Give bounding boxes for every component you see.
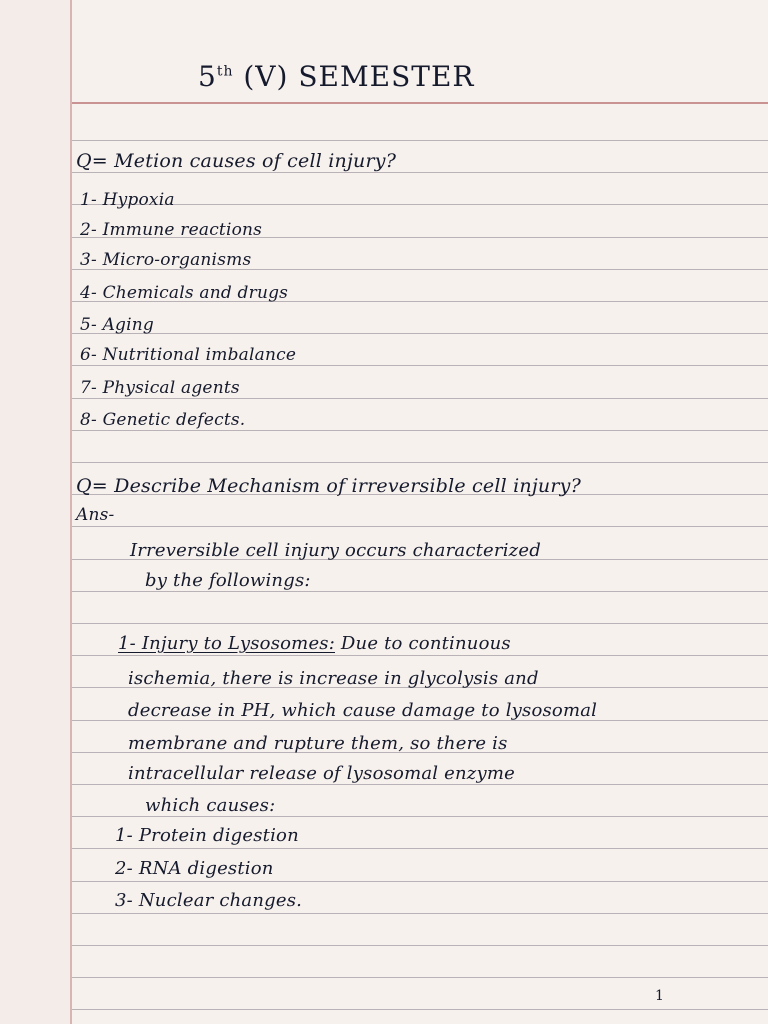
answer-intro-line-2: by the followings: xyxy=(145,570,311,591)
cause-item-8: 8- Genetic defects. xyxy=(80,410,246,430)
page-number: 1 xyxy=(655,988,665,1004)
cause-item-1: 1- Hypoxia xyxy=(80,190,175,210)
ruled-line xyxy=(70,655,768,656)
point-1-heading: 1- Injury to Lysosomes: xyxy=(118,633,335,654)
ruled-line xyxy=(70,140,768,141)
cause-item-3: 3- Micro-organisms xyxy=(80,250,252,270)
question-1: Q= Metion causes of cell injury? xyxy=(76,150,397,172)
effect-item-3: 3- Nuclear changes. xyxy=(115,890,303,911)
header-red-line xyxy=(70,102,768,104)
title-number: 5 xyxy=(198,60,217,93)
ruled-line xyxy=(70,462,768,463)
ruled-line xyxy=(70,172,768,173)
ruled-line xyxy=(70,881,768,882)
ruled-line xyxy=(70,913,768,914)
ruled-line xyxy=(70,204,768,205)
point-1-line-2: ischemia, there is increase in glycolysis and xyxy=(128,668,539,689)
ruled-line xyxy=(70,398,768,399)
cause-item-2: 2- Immune reactions xyxy=(80,220,263,240)
cause-item-7: 7- Physical agents xyxy=(80,378,240,398)
ruled-line xyxy=(70,816,768,817)
ruled-line xyxy=(70,977,768,978)
answer-label: Ans- xyxy=(76,505,115,525)
ruled-line xyxy=(70,945,768,946)
ruled-line xyxy=(70,333,768,334)
cause-item-5: 5- Aging xyxy=(80,315,154,335)
cause-item-4: 4- Chemicals and drugs xyxy=(80,283,289,303)
point-1-line-6: which causes: xyxy=(145,795,276,816)
ruled-line xyxy=(70,848,768,849)
ruled-line xyxy=(70,623,768,624)
title-text: (V) SEMESTER xyxy=(233,60,475,93)
effect-item-2: 2- RNA digestion xyxy=(115,858,274,879)
ruled-line xyxy=(70,526,768,527)
point-1-line-5: intracellular release of lysosomal enzyme xyxy=(128,763,515,784)
page-title xyxy=(198,60,474,93)
answer-intro-line-1: Irreversible cell injury occurs characterized xyxy=(130,540,541,561)
effect-item-1: 1- Protein digestion xyxy=(115,825,299,846)
question-2: Q= Describe Mechanism of irreversible cell injury? xyxy=(76,475,581,497)
margin-line xyxy=(70,0,72,1024)
point-1-first-line xyxy=(118,633,511,654)
point-1-line-4: membrane and rupture them, so there is xyxy=(128,733,508,754)
ruled-line xyxy=(70,784,768,785)
point-1-line-3: decrease in PH, which cause damage to lysosomal xyxy=(128,700,598,721)
ruled-line xyxy=(70,430,768,431)
ruled-line xyxy=(70,365,768,366)
point-1-text-start: Due to continuous xyxy=(335,633,511,654)
ruled-line xyxy=(70,1009,768,1010)
ruled-line xyxy=(70,591,768,592)
page-binding-edge xyxy=(0,0,70,1024)
title-superscript: th xyxy=(216,63,234,80)
cause-item-6: 6- Nutritional imbalance xyxy=(80,345,297,365)
